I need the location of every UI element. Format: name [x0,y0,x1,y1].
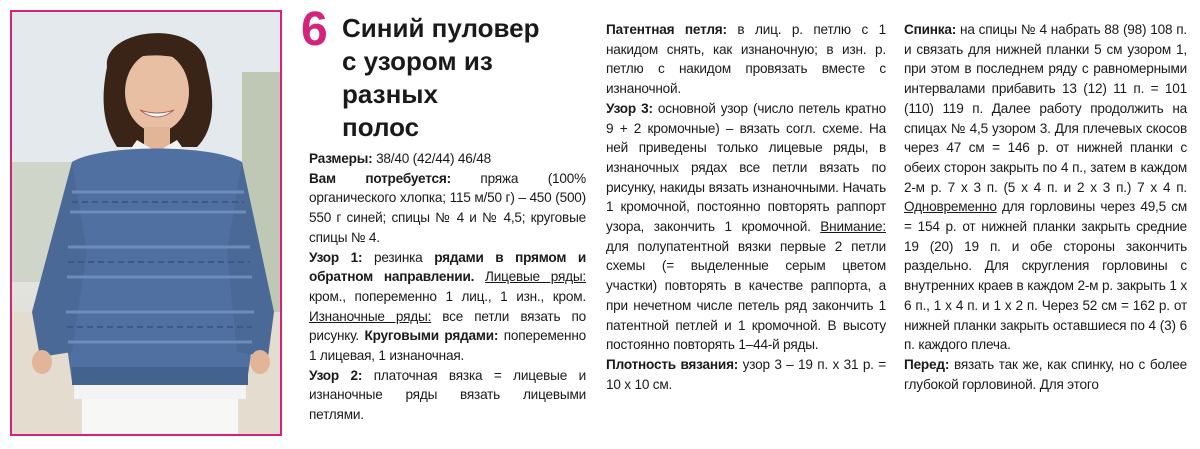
back-text-b: для горловины через 49,5 см = 154 р. от нижней планки закрыть средние 19 (20) 19 п. и обе стороны закончить раздельно. Для скругления горловины с внутренних краев в каждом 2-м р. закрыть 1 х 6 п., 1 х 4 п. и 1 х 2 п. Через 52 см = 162 р. от нижней планки закрыть оставшиеся по 4 (3) 6 п. каждого плеча. [904,199,1187,353]
column-1 [309,149,586,425]
pattern-3-underline: Внимание: [820,219,886,235]
column-2 [606,20,886,394]
sizes-label: Размеры: [309,151,373,166]
pattern-3-label: Узор 3: [606,100,653,116]
patent-paragraph [606,20,886,99]
density-text: узор 3 – 19 п. х 31 р. = 10 х 10 см. [606,356,886,392]
pattern-3-text-a: основной узор (число петель кратно 9 + 2 кромочные) – вязать согл. схеме. На ней приведены только лицевые ряды, в изнаночных рядах все петли вязать по рисунку, накиды вязать изнаночными. Начать 1 кромочной, постоянно повторять раппорт узора, закончить 1 кромочной. [606,100,886,235]
pattern-1-paragraph [309,248,586,366]
patent-label: Патентная петля: [606,22,727,37]
pattern-2-paragraph [309,366,586,425]
sweater-photo-illustration [12,12,280,434]
pattern-1-bold-a: рядами в прямом и обратном направлении. [309,249,586,285]
back-label: Спинка: [904,22,957,37]
front-text: вязать так же, как спинку, но с более глубокой горловиной. Для этого [904,356,1187,392]
pattern-1-bold-b: Круговыми рядами: [364,328,499,344]
patent-text: в лиц. р. петлю с 1 накидом снять, как изнаночную; в изн. р. петлю с накидом провязать вместе с изнаночной. [606,22,886,97]
front-paragraph [904,355,1187,394]
column-3 [904,20,1187,394]
sizes-value: 38/40 (42/44) 46/48 [372,151,491,166]
pattern-1-label: Узор 1: [309,249,363,265]
pattern-1-text-d: попеременно 1 лицевая, 1 изнаночная. [309,328,586,364]
pattern-3-text-b: для полупатентной вязки первые 2 петли схемы (= выделенные серым цветом участки) повторять в качестве раппорта, а при нечетном числе петель ряд закончить 1 патентной петлей и 1 кромочной. В высоту постоянно повторять 1–44-й ряды. [606,238,886,353]
density-label: Плотность вязания: [606,356,739,372]
pattern-number: 6 [301,3,328,56]
pattern-1-underline-b: Изнаночные ряды: [309,308,432,324]
title-line-3: полос [342,112,420,142]
density-paragraph [606,355,886,394]
pattern-2-label: Узор 2: [309,367,363,383]
materials-paragraph [309,169,586,248]
front-label: Перед: [904,356,950,372]
pattern-1-text-c: все петли вязать по рисунку. [309,308,587,344]
pattern-title [342,12,592,144]
title-line-1: Синий пуловер [342,13,540,43]
pattern-2-text: платочная вязка = лицевые и изнаночные ряды вязать лицевыми петлями. [309,367,586,423]
materials-value: пряжа (100% органического хлопка; 115 м/50 г) – 450 (500) 550 г синей; спицы № 4 и № 4,5; круговые спицы № 4. [309,170,586,245]
title-line-2: с узором из разных [342,46,493,109]
sizes-paragraph [309,149,586,169]
materials-label: Вам потребуется: [309,170,451,186]
pattern-1-underline-a: Лицевые ряды: [485,269,586,285]
back-text-a: на спицы № 4 набрать 88 (98) 108 п. и связать для нижней планки 5 см узором 1, при этом в последнем ряду с равномерными интервалами прибавить 13 (12) 11 п. = 101 (110) 119 п. Далее работу продолжить на спицах № 4,5 узором 3. Для плечевых скосов через 47 см = 146 р. от нижней планки с обеих сторон закрыть по 4 п., затем в каждом 2-м р. 7 х 3 п. (5 х 4 п. и 2 х 3 п.) 7 х 4 п. [904,22,1187,195]
back-paragraph [904,20,1187,355]
pattern-1-space [474,269,485,284]
back-underline: Одновременно [904,199,997,215]
pattern-1-text-b: кром., попеременно 1 лиц., 1 изн., кром. [309,288,586,304]
pattern-1-text-a: резинка [362,249,435,265]
model-photo [10,10,282,436]
pattern-3-paragraph [606,99,886,355]
